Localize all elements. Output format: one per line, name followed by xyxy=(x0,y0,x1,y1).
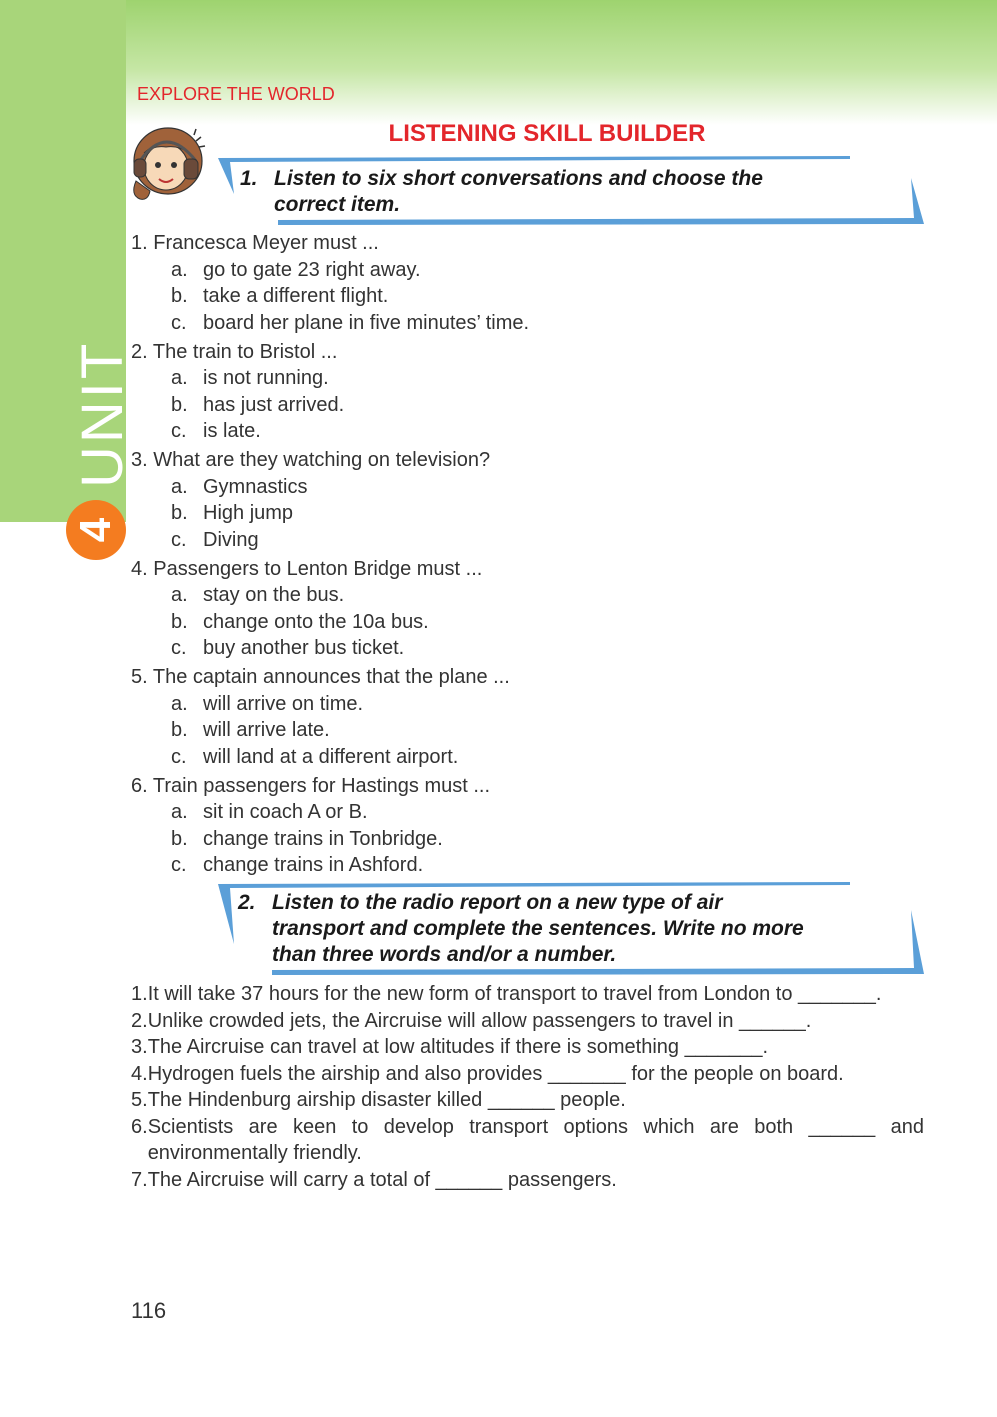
option-text: go to gate 23 right away. xyxy=(203,258,421,281)
answer-option xyxy=(131,826,529,853)
sentence-item xyxy=(131,1008,924,1035)
sentence-item xyxy=(131,1034,924,1061)
sentence-number: 2. xyxy=(131,1009,148,1032)
option-text: will arrive on time. xyxy=(203,692,364,715)
option-text: board her plane in five minutes’ time. xyxy=(203,311,530,334)
exercise-2-sentences xyxy=(131,981,924,1193)
unit-number-badge xyxy=(66,500,126,560)
exercise-1-banner xyxy=(218,156,924,226)
sentence-text: The Aircruise can travel at low altitudes if there is something _______. xyxy=(147,1036,769,1058)
answer-option xyxy=(131,257,529,284)
option-letter: c. xyxy=(171,854,187,876)
answer-option xyxy=(131,365,529,392)
answer-option xyxy=(131,799,529,826)
question xyxy=(131,339,529,445)
option-letter: a. xyxy=(171,801,188,823)
question-stem: 2. The train to Bristol ... xyxy=(131,340,338,363)
question xyxy=(131,773,529,879)
answer-option xyxy=(131,283,529,310)
exercise-2-banner xyxy=(218,880,924,976)
question-stem: 3. What are they watching on television? xyxy=(131,449,491,471)
answer-option xyxy=(131,744,529,771)
instruction-text: than three words and/or a number. xyxy=(272,943,617,966)
option-letter: a. xyxy=(171,367,188,389)
sentence-item xyxy=(131,1114,924,1167)
answer-option xyxy=(131,527,529,554)
answer-option xyxy=(131,852,529,879)
exercise-1-questions xyxy=(131,230,529,881)
option-text: change trains in Tonbridge. xyxy=(203,827,443,850)
sentence-number: 4. xyxy=(131,1062,148,1085)
option-text: sit in coach A or B. xyxy=(203,801,368,823)
answer-option xyxy=(131,635,529,662)
exercise-number: 1. xyxy=(240,167,258,190)
sentence-text: Hydrogen fuels the airship and also provides _______ for the people on board. xyxy=(147,1062,844,1085)
answer-option xyxy=(131,717,529,744)
instruction-text: Listen to six short conversations and choose the xyxy=(274,167,763,190)
question xyxy=(131,556,529,662)
instruction-text: Listen to the radio report on a new type of air xyxy=(272,891,723,914)
option-text: Diving xyxy=(203,528,259,551)
answer-option xyxy=(131,474,529,501)
question-stem: 4. Passengers to Lenton Bridge must ... xyxy=(131,557,483,580)
sentence-number: 3. xyxy=(131,1036,148,1058)
answer-option xyxy=(131,691,529,718)
option-text: change onto the 10a bus. xyxy=(203,610,429,633)
option-letter: b. xyxy=(171,285,188,307)
sentence-item xyxy=(131,981,924,1008)
answer-option xyxy=(131,310,529,337)
option-text: has just arrived. xyxy=(203,393,345,416)
option-text: will land at a different airport. xyxy=(203,745,459,768)
option-letter: a. xyxy=(171,584,188,606)
unit-number: 4 xyxy=(71,517,120,543)
sentence-text: Scientists are keen to develop transport options which are both ______ and environmentally friendly. xyxy=(147,1115,924,1164)
option-text: Gymnastics xyxy=(203,475,308,498)
unit-label: UNIT xyxy=(70,340,135,488)
question xyxy=(131,664,529,770)
option-text: buy another bus ticket. xyxy=(203,637,405,659)
option-letter: b. xyxy=(171,827,188,850)
sentence-item xyxy=(131,1061,924,1088)
option-letter: c. xyxy=(171,528,187,551)
option-letter: c. xyxy=(171,745,187,768)
exercise-number: 2. xyxy=(238,891,256,914)
option-letter: a. xyxy=(171,475,188,498)
option-letter: b. xyxy=(171,610,188,633)
option-letter: a. xyxy=(171,258,188,281)
option-text: High jump xyxy=(203,502,294,524)
option-letter: c. xyxy=(171,420,187,442)
question-stem: 5. The captain announces that the plane ... xyxy=(131,666,510,688)
sentence-text: The Aircruise will carry a total of ______ passengers. xyxy=(147,1168,617,1191)
section-label: EXPLORE THE WORLD xyxy=(137,84,335,104)
page-title: LISTENING SKILL BUILDER xyxy=(388,120,706,147)
option-letter: a. xyxy=(171,692,188,715)
answer-option xyxy=(131,418,529,445)
option-letter: b. xyxy=(171,719,188,741)
option-letter: b. xyxy=(171,502,188,524)
sentence-text: Unlike crowded jets, the Aircruise will allow passengers to travel in ______. xyxy=(147,1009,812,1032)
question xyxy=(131,230,529,336)
option-text: stay on the bus. xyxy=(203,584,345,606)
sentence-number: 6. xyxy=(131,1115,148,1138)
option-letter: b. xyxy=(171,393,188,416)
sentence-text: The Hindenburg airship disaster killed ______ people. xyxy=(147,1089,626,1111)
girl-with-headphones-icon xyxy=(126,123,208,203)
answer-option xyxy=(131,500,529,527)
answer-option xyxy=(131,392,529,419)
answer-option xyxy=(131,609,529,636)
option-text: is not running. xyxy=(203,367,329,389)
option-letter: c. xyxy=(171,637,187,659)
sentence-item xyxy=(131,1087,924,1114)
instruction-text: transport and complete the sentences. Write no more xyxy=(272,917,804,940)
question-stem: 1. Francesca Meyer must ... xyxy=(131,232,379,254)
option-text: will arrive late. xyxy=(203,719,330,741)
instruction-text: correct item. xyxy=(274,193,401,216)
sentence-number: 7. xyxy=(131,1168,148,1191)
option-text: take a different flight. xyxy=(203,285,389,307)
sentence-number: 5. xyxy=(131,1089,148,1111)
option-text: is late. xyxy=(203,420,261,442)
sentence-item xyxy=(131,1167,924,1194)
question-stem: 6. Train passengers for Hastings must ... xyxy=(131,774,491,797)
option-text: change trains in Ashford. xyxy=(203,854,424,876)
answer-option xyxy=(131,582,529,609)
sentence-number: 1. xyxy=(131,983,148,1005)
sentence-text: It will take 37 hours for the new form of transport to travel from London to _______. xyxy=(147,983,882,1005)
page-number: 116 xyxy=(131,1298,167,1323)
question xyxy=(131,447,529,553)
header-band xyxy=(126,0,997,125)
option-letter: c. xyxy=(171,311,187,334)
